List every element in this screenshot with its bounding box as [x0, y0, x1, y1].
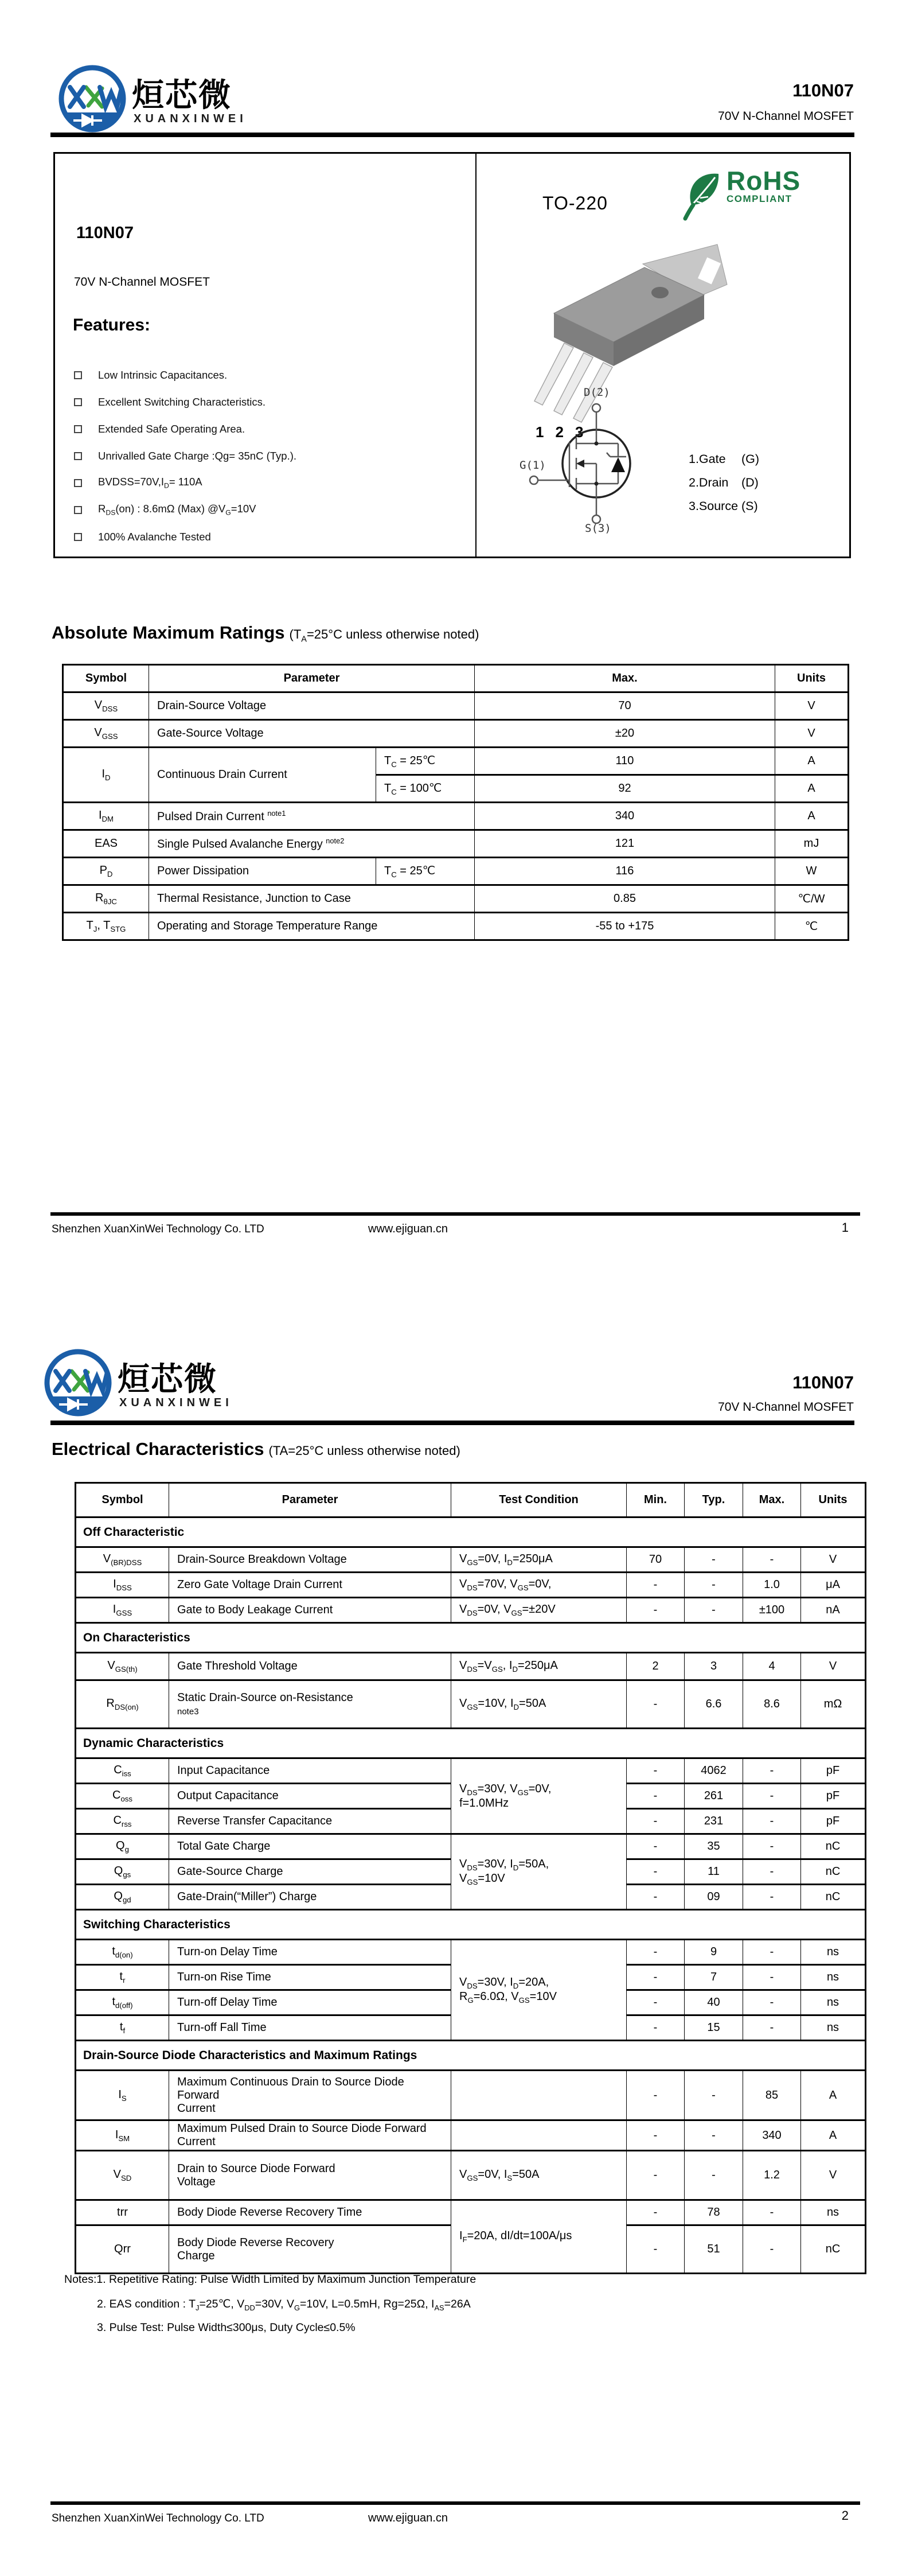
table-cell: $Q_{gd}$	[76, 1885, 169, 1910]
table-cell: -	[627, 1758, 685, 1784]
table-cell: -	[627, 2071, 685, 2120]
table-row	[63, 885, 849, 913]
table-cell: Static Drain-Source on-Resistance note3	[169, 1680, 451, 1729]
electrical-characteristics-table	[75, 1482, 866, 2274]
table-cell: 51	[685, 2225, 743, 2274]
table-cell: $V_{DS}=0V$, $V_{GS}=\pm 20V$	[451, 1598, 627, 1623]
table-cell: -55 to +175	[475, 913, 775, 940]
table-cell: Gate-Source Charge	[169, 1859, 451, 1885]
table-cell: 6.6	[685, 1680, 743, 1729]
company-logo-icon	[57, 64, 127, 135]
table-cell: Operating and Storage Temperature Range	[149, 913, 475, 940]
absolute-maximum-ratings-table	[62, 664, 849, 941]
page1-footer-company: Shenzhen XuanXinWei Technology Co. LTD	[52, 1223, 264, 1235]
table-cell: -	[627, 1598, 685, 1623]
pin-number: 3	[575, 423, 584, 441]
table-cell: Pulsed Drain Current $^{note1}$	[149, 803, 475, 830]
table-row	[76, 2071, 866, 2120]
box-part-subtitle: 70V N-Channel MOSFET	[74, 275, 210, 289]
table-section-header: Off Characteristic	[76, 1517, 866, 1547]
table-cell: $V_{DSS}$	[63, 692, 149, 720]
table-cell: Continuous Drain Current	[149, 748, 376, 803]
checkbox-icon	[74, 452, 82, 460]
table-column-header: Max.	[743, 1483, 801, 1517]
table-column-header: Symbol	[76, 1483, 169, 1517]
table-cell: -	[743, 2225, 801, 2274]
table-cell: $V_{GS}=10V$, $I_D=50A$	[451, 1680, 627, 1729]
table-cell: 110	[475, 748, 775, 775]
table-cell: -	[685, 1547, 743, 1573]
table-column-header: Parameter	[149, 665, 475, 692]
page1-footer-rule	[50, 1212, 860, 1216]
table-cell: $C_{iss}$	[76, 1758, 169, 1784]
table-cell: Gate Threshold Voltage	[169, 1653, 451, 1680]
table-cell: 15	[685, 2015, 743, 2041]
table-cell: 35	[685, 1834, 743, 1859]
note-line: 3. Pulse Test: Pulse Width≤300μs, Duty Cycle≤0.5%	[97, 2321, 356, 2334]
table-row	[76, 1517, 866, 1547]
checkbox-icon	[74, 533, 82, 541]
symbol-gate-label: G(1)	[520, 459, 546, 472]
checkbox-icon	[74, 371, 82, 379]
page2-header-rule	[50, 1421, 854, 1425]
pin-legend-pin: (S)	[741, 499, 758, 513]
checkbox-icon	[74, 398, 82, 406]
table-cell: 261	[685, 1784, 743, 1809]
table-cell: EAS	[63, 830, 149, 858]
table-cell: ℃	[775, 913, 849, 940]
feature-text: Low Intrinsic Capacitances.	[98, 368, 228, 381]
table-cell: Maximum Continuous Drain to Source Diode Forward Current	[169, 2071, 451, 2120]
company-name-cn: 烜芯微	[132, 77, 232, 114]
table-cell: 4062	[685, 1758, 743, 1784]
table-cell: ns	[801, 2200, 866, 2225]
pin-legend-name: 1.Gate	[689, 452, 726, 466]
table-cell: Power Dissipation	[149, 858, 376, 885]
pin-legend	[689, 448, 759, 518]
table-row	[63, 720, 849, 748]
table-cell: -	[743, 1859, 801, 1885]
table-cell: $t_r$	[76, 1965, 169, 1990]
page2-part-subtitle: 70V N-Channel MOSFET	[718, 1400, 854, 1414]
table-cell: A	[775, 748, 849, 775]
table-row	[76, 1598, 866, 1623]
table-cell: $V_{DS}=70V$, $V_{GS}=0V$,	[451, 1573, 627, 1598]
table-cell: 121	[475, 830, 775, 858]
table-cell: -	[743, 2200, 801, 2225]
table-row	[76, 1573, 866, 1598]
table-row	[63, 692, 849, 720]
table-section-header: Drain-Source Diode Characteristics and Maximum Ratings	[76, 2041, 866, 2071]
table-cell: V	[775, 692, 849, 720]
table-cell: pF	[801, 1784, 866, 1809]
feature-text: $BVDSS=70V,I_D= 110A$	[98, 476, 202, 490]
table-cell: $C_{oss}$	[76, 1784, 169, 1809]
abs-max-title: Absolute Maximum Ratings	[52, 622, 285, 643]
table-cell: $t_{d(on)}$	[76, 1940, 169, 1965]
table-cell: Single Pulsed Avalanche Energy $^{note2}$	[149, 830, 475, 858]
table-cell: 1.0	[743, 1573, 801, 1598]
table-cell: $I_{SM}$	[76, 2120, 169, 2151]
table-cell: 78	[685, 2200, 743, 2225]
table-cell: -	[627, 1940, 685, 1965]
table-cell: -	[627, 2225, 685, 2274]
table-cell: -	[743, 1990, 801, 2015]
table-cell: -	[627, 2200, 685, 2225]
table-cell: mΩ	[801, 1680, 866, 1729]
abs-max-note: ($T_A=25^\circ C$ unless otherwise noted)	[289, 627, 479, 644]
table-cell: $R_{DS(on)}$	[76, 1680, 169, 1729]
page1-footer-website[interactable]: www.ejiguan.cn	[368, 1223, 448, 1235]
table-cell: 11	[685, 1859, 743, 1885]
table-column-header: Test Condition	[451, 1483, 627, 1517]
table-cell: V	[801, 1547, 866, 1573]
table-cell: Drain-Source Voltage	[149, 692, 475, 720]
note-line: 2. EAS condition : $T_J=25℃$, $V_{DD}=30V$, $V_G=10V$, L=0.5mH, Rg=25Ω, $I_{AS}=26A$	[97, 2298, 471, 2312]
symbol-source-label: S(3)	[585, 522, 611, 535]
table-cell: $T_C$ = 25℃	[376, 858, 475, 885]
feature-text: 100% Avalanche Tested	[98, 530, 211, 543]
table-row	[63, 803, 849, 830]
table-cell: -	[743, 1758, 801, 1784]
table-row	[76, 1547, 866, 1573]
table-cell: V	[775, 720, 849, 748]
table-cell: $t_{d(off)}$	[76, 1990, 169, 2015]
table-row	[63, 665, 849, 692]
page2-part-number: 110N07	[792, 1372, 854, 1392]
table-cell: Turn-on Rise Time	[169, 1965, 451, 1990]
page1-part-number: 110N07	[792, 80, 854, 100]
table-cell: 4	[743, 1653, 801, 1680]
table-cell: $V_{DS}=V_{GS}$, $I_D=250\mu A$	[451, 1653, 627, 1680]
table-section-header: Switching Characteristics	[76, 1910, 866, 1940]
pin-number: 2	[555, 423, 564, 441]
notes-block	[64, 2273, 476, 2345]
rohs-text: RoHS	[727, 166, 801, 196]
table-cell: -	[685, 1573, 743, 1598]
table-cell: Turn-on Delay Time	[169, 1940, 451, 1965]
table-cell: 70	[627, 1547, 685, 1573]
table-cell: $Q_{gs}$	[76, 1859, 169, 1885]
part-summary-box	[53, 152, 851, 558]
table-cell: A	[775, 803, 849, 830]
checkbox-icon	[74, 479, 82, 487]
table-cell: $I_{DSS}$	[76, 1573, 169, 1598]
table-cell: $V_{DS}=30V$, $V_{GS}=0V$, f=1.0MHz	[451, 1758, 627, 1834]
table-row	[76, 2151, 866, 2200]
table-cell: Thermal Resistance, Junction to Case	[149, 885, 475, 913]
box-divider	[475, 154, 477, 557]
table-cell: 1.2	[743, 2151, 801, 2200]
table-cell: pF	[801, 1809, 866, 1834]
table-cell: $V_{(BR)DSS}$	[76, 1547, 169, 1573]
table-cell: $t_f$	[76, 2015, 169, 2041]
table-cell: -	[743, 1885, 801, 1910]
table-cell: 116	[475, 858, 775, 885]
table-cell: μA	[801, 1573, 866, 1598]
table-cell: Zero Gate Voltage Drain Current	[169, 1573, 451, 1598]
table-cell: -	[743, 1809, 801, 1834]
table-cell: $I_{GSS}$	[76, 1598, 169, 1623]
table-cell: Output Capacitance	[169, 1784, 451, 1809]
table-column-header: Max.	[475, 665, 775, 692]
table-section-header: On Characteristics	[76, 1623, 866, 1653]
pin-legend-name: 2.Drain	[689, 476, 729, 489]
table-cell: mJ	[775, 830, 849, 858]
table-cell: -	[743, 1940, 801, 1965]
table-cell: trr	[76, 2200, 169, 2225]
feature-item	[74, 469, 464, 496]
company-name-cn: 烜芯微	[118, 1361, 217, 1398]
page2-footer-website[interactable]: www.ejiguan.cn	[368, 2512, 448, 2524]
table-row	[76, 1758, 866, 1784]
table-cell: Gate-Source Voltage	[149, 720, 475, 748]
table-cell: 340	[475, 803, 775, 830]
table-row	[63, 830, 849, 858]
table-row	[63, 858, 849, 885]
feature-text: Unrivalled Gate Charge :Qg= 35nC (Typ.).	[98, 449, 297, 462]
table-cell: Turn-off Fall Time	[169, 2015, 451, 2041]
table-cell: 7	[685, 1965, 743, 1990]
table-cell: $T_J$, $T_{STG}$	[63, 913, 149, 940]
table-column-header: Units	[801, 1483, 866, 1517]
page1-part-subtitle: 70V N-Channel MOSFET	[718, 110, 854, 123]
table-cell: Turn-off Delay Time	[169, 1990, 451, 2015]
table-cell: -	[685, 2071, 743, 2120]
box-part-number: 110N07	[76, 224, 134, 242]
table-cell: -	[743, 1965, 801, 1990]
header-rule	[50, 133, 854, 137]
table-cell: Total Gate Charge	[169, 1834, 451, 1859]
table-row	[76, 1653, 866, 1680]
elec-char-title: Electrical Characteristics	[52, 1439, 264, 1459]
table-cell: -	[627, 1859, 685, 1885]
table-row	[76, 1680, 866, 1729]
pin-legend-item	[689, 495, 759, 518]
table-cell: -	[627, 1809, 685, 1834]
table-cell: $T_C$ = 100℃	[376, 775, 475, 803]
table-cell: $T_C$ = 25℃	[376, 748, 475, 775]
table-cell: A	[801, 2120, 866, 2151]
table-cell: nC	[801, 1885, 866, 1910]
table-cell: $V_{GS(th)}$	[76, 1653, 169, 1680]
feature-text: $R_{DS}(on)$ : 8.6mΩ (Max) $@V_G=10V$	[98, 503, 256, 517]
table-cell	[451, 2071, 627, 2120]
table-cell: Body Diode Reverse Recovery Time	[169, 2200, 451, 2225]
table-cell: Qrr	[76, 2225, 169, 2274]
page2-footer-rule	[50, 2501, 860, 2505]
pin-legend-name: 3.Source	[689, 499, 739, 513]
pin-legend-item	[689, 471, 759, 495]
table-cell: $V_{DS}=30V$, $I_D=50A$, $V_{GS}=10V$	[451, 1834, 627, 1910]
table-cell: 8.6	[743, 1680, 801, 1729]
table-cell: -	[627, 1573, 685, 1598]
table-cell: -	[627, 1834, 685, 1859]
table-cell: $P_D$	[63, 858, 149, 885]
table-row	[76, 1940, 866, 1965]
table-row	[76, 1729, 866, 1758]
table-cell: A	[801, 2071, 866, 2120]
table-cell: Body Diode Reverse Recovery Charge	[169, 2225, 451, 2274]
table-cell: $I_{DM}$	[63, 803, 149, 830]
table-cell: Reverse Transfer Capacitance	[169, 1809, 451, 1834]
table-cell: V	[801, 1653, 866, 1680]
table-cell: ℃/W	[775, 885, 849, 913]
table-cell: V	[801, 2151, 866, 2200]
table-cell: -	[685, 2151, 743, 2200]
table-cell: Gate-Drain(“Miller”) Charge	[169, 1885, 451, 1910]
rohs-leaf-icon	[683, 168, 723, 221]
table-row	[76, 1834, 866, 1859]
feature-item	[74, 361, 464, 388]
company-name-en: XUANXINWEI	[134, 112, 247, 125]
feature-item	[74, 415, 464, 442]
table-cell: 2	[627, 1653, 685, 1680]
page2-number: 2	[841, 2508, 849, 2523]
table-cell: nC	[801, 2225, 866, 2274]
table-cell: -	[627, 1784, 685, 1809]
features-list	[74, 361, 464, 550]
table-cell: $V_{GS}=0V$, $I_S=50A$	[451, 2151, 627, 2200]
table-cell: -	[627, 2151, 685, 2200]
table-cell: 09	[685, 1885, 743, 1910]
table-cell: 3	[685, 1653, 743, 1680]
table-cell: -	[743, 1547, 801, 1573]
elec-char-note: (TA=25°C unless otherwise noted)	[268, 1443, 460, 1458]
table-cell: Drain-Source Breakdown Voltage	[169, 1547, 451, 1573]
table-cell: 9	[685, 1940, 743, 1965]
table-section-header: Dynamic Characteristics	[76, 1729, 866, 1758]
table-cell: -	[627, 2015, 685, 2041]
company-name-en: XUANXINWEI	[119, 1396, 233, 1409]
table-cell: Gate to Body Leakage Current	[169, 1598, 451, 1623]
table-cell: ns	[801, 1940, 866, 1965]
table-cell: $C_{rss}$	[76, 1809, 169, 1834]
table-row	[76, 2200, 866, 2225]
table-cell: $I_S$	[76, 2071, 169, 2120]
checkbox-icon	[74, 425, 82, 433]
table-cell: $Q_g$	[76, 1834, 169, 1859]
features-title: Features:	[73, 316, 151, 334]
table-cell: 92	[475, 775, 775, 803]
feature-item	[74, 523, 464, 550]
table-row	[76, 2120, 866, 2151]
table-cell: ±20	[475, 720, 775, 748]
table-row	[76, 1483, 866, 1517]
table-column-header: Parameter	[169, 1483, 451, 1517]
table-row	[63, 748, 849, 775]
note-line: Notes:1. Repetitive Rating: Pulse Width Limited by Maximum Junction Temperature	[64, 2273, 477, 2286]
table-cell: ±100	[743, 1598, 801, 1623]
symbol-drain-label: D(2)	[584, 386, 610, 399]
feature-item	[74, 496, 464, 523]
pin-legend-pin: (G)	[741, 452, 760, 466]
pin-number: 1	[536, 423, 544, 441]
table-cell: A	[775, 775, 849, 803]
pin-legend-pin: (D)	[741, 476, 759, 489]
table-cell: 0.85	[475, 885, 775, 913]
rohs-badge	[683, 168, 800, 221]
company-logo-icon	[43, 1348, 113, 1419]
table-cell: $V_{GS}=0V$, $I_D=250\mu A$	[451, 1547, 627, 1573]
table-cell: -	[627, 1885, 685, 1910]
table-cell: ns	[801, 2015, 866, 2041]
package-name: TO-220	[542, 193, 608, 213]
table-cell: nC	[801, 1834, 866, 1859]
feature-item	[74, 388, 464, 415]
table-cell: $V_{DS}=30V$, $I_D=20A$, $R_G=6.0\Omega$, $V_{GS}=10V$	[451, 1940, 627, 2041]
table-cell: -	[685, 2120, 743, 2151]
table-cell: 340	[743, 2120, 801, 2151]
table-cell: Maximum Pulsed Drain to Source Diode Forward Current	[169, 2120, 451, 2151]
table-cell: $V_{SD}$	[76, 2151, 169, 2200]
table-column-header: Typ.	[685, 1483, 743, 1517]
table-cell: 70	[475, 692, 775, 720]
table-column-header: Min.	[627, 1483, 685, 1517]
feature-item	[74, 442, 464, 469]
pin-legend-item	[689, 448, 759, 471]
rohs-compliant-text: COMPLIANT	[727, 193, 792, 204]
table-cell	[451, 2120, 627, 2151]
table-cell: $R_{\theta JC}$	[63, 885, 149, 913]
abs-max-heading	[52, 622, 479, 644]
table-cell: $V_{GSS}$	[63, 720, 149, 748]
table-cell: 40	[685, 1990, 743, 2015]
table-cell: -	[627, 1965, 685, 1990]
elec-char-heading	[52, 1439, 460, 1460]
table-row	[63, 913, 849, 940]
table-cell: 231	[685, 1809, 743, 1834]
table-cell: ns	[801, 1965, 866, 1990]
table-cell: $I_F=20A$, dI/dt=100A/μs	[451, 2200, 627, 2274]
table-cell: -	[743, 2015, 801, 2041]
table-cell: -	[743, 1834, 801, 1859]
table-cell: -	[627, 1990, 685, 2015]
table-cell: -	[743, 1784, 801, 1809]
table-cell: Drain to Source Diode Forward Voltage	[169, 2151, 451, 2200]
table-row	[76, 2041, 866, 2071]
table-cell: W	[775, 858, 849, 885]
table-cell: -	[627, 2120, 685, 2151]
table-column-header: Symbol	[63, 665, 149, 692]
table-cell: nA	[801, 1598, 866, 1623]
table-cell: 85	[743, 2071, 801, 2120]
table-cell: -	[627, 1680, 685, 1729]
table-cell: ns	[801, 1990, 866, 2015]
table-cell: Input Capacitance	[169, 1758, 451, 1784]
feature-text: Excellent Switching Characteristics.	[98, 395, 265, 408]
table-row	[76, 1910, 866, 1940]
table-cell: $I_D$	[63, 748, 149, 803]
table-cell: -	[685, 1598, 743, 1623]
table-column-header: Units	[775, 665, 849, 692]
page1-number: 1	[841, 1220, 849, 1235]
table-cell: pF	[801, 1758, 866, 1784]
table-cell: nC	[801, 1859, 866, 1885]
page2-footer-company: Shenzhen XuanXinWei Technology Co. LTD	[52, 2512, 264, 2524]
checkbox-icon	[74, 506, 82, 514]
table-row	[76, 1623, 866, 1653]
feature-text: Extended Safe Operating Area.	[98, 422, 245, 435]
